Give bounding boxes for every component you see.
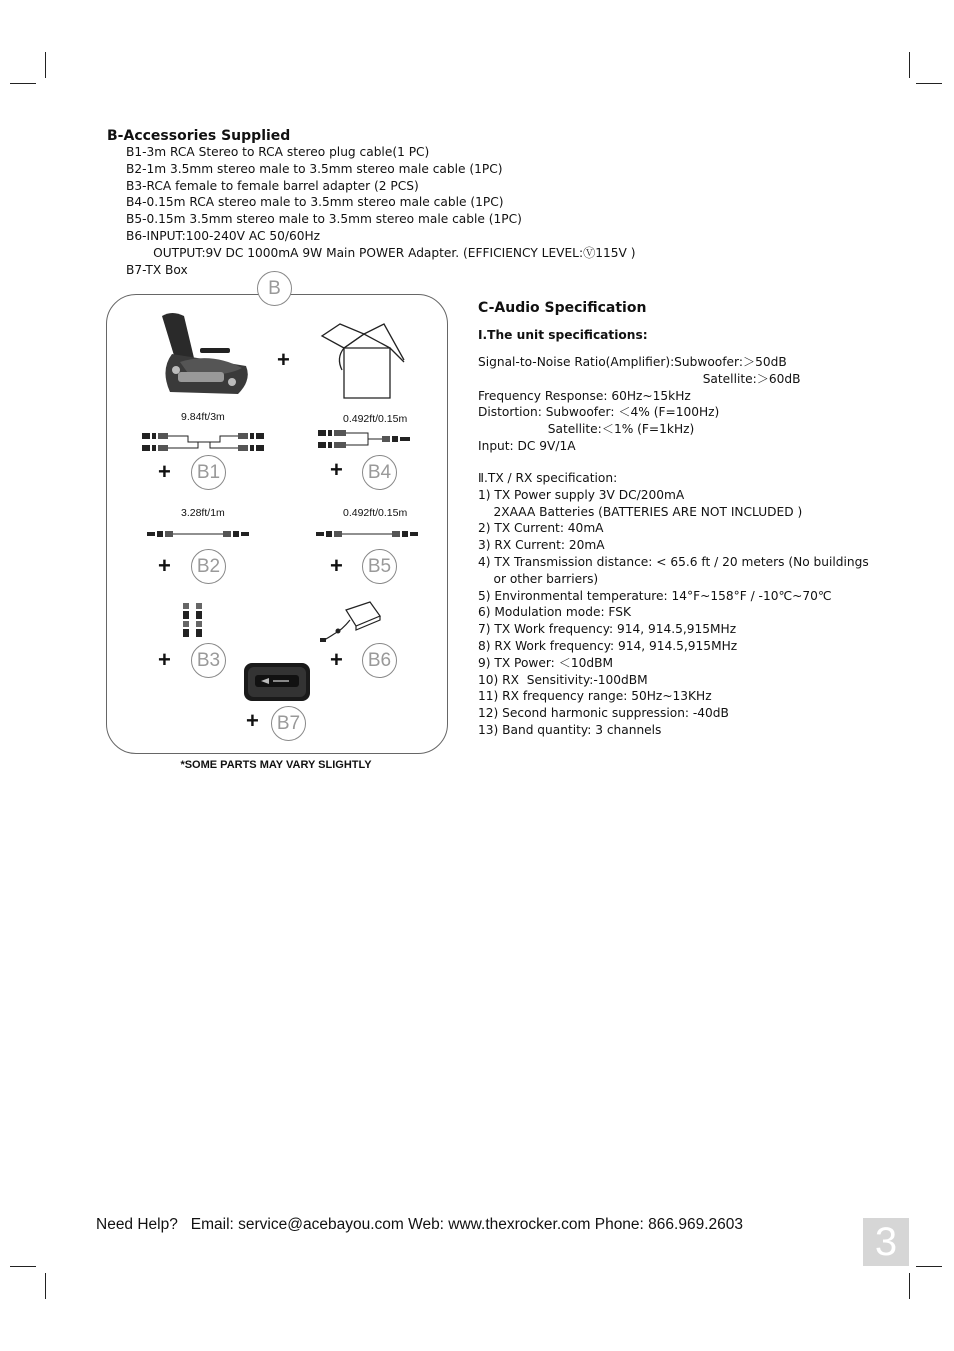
spec-line: 2XAAA Batteries (BATTERIES ARE NOT INCLUDED ) xyxy=(478,504,803,519)
plus-sign: + xyxy=(246,708,259,733)
parts-note: *SOME PARTS MAY VARY SLIGHTLY xyxy=(180,759,372,771)
label-b1: B1 xyxy=(191,455,226,490)
crop-mark xyxy=(909,1273,910,1299)
spec-line: 6) Modulation mode: FSK xyxy=(478,605,631,620)
crop-mark xyxy=(916,83,942,84)
spec-line: 4) TX Transmission distance: < 65.6 ft / 20 meters (No buildings xyxy=(478,554,869,569)
package-box-image xyxy=(318,322,408,400)
crop-mark xyxy=(10,83,36,84)
cable-length-b2: 3.28ft/1m xyxy=(181,507,225,519)
accessory-item: B2-1m 3.5mm stereo male to 3.5mm stereo male cable (1PC) xyxy=(126,161,503,176)
accessory-item: B6-INPUT:100-240V AC 50/60Hz xyxy=(126,228,321,243)
accessory-item: B3-RCA female to female barrel adapter (2 PCS) xyxy=(126,178,419,193)
rca-cable-b1-image xyxy=(138,430,270,454)
plus-sign: + xyxy=(330,553,343,578)
spec-line: 13) Band quantity: 3 channels xyxy=(478,722,662,737)
plus-sign: + xyxy=(330,457,343,482)
crop-mark xyxy=(909,52,910,78)
spec-line: 1) TX Power supply 3V DC/200mA xyxy=(478,487,685,502)
stereo-cable-b5-image xyxy=(314,527,420,541)
page-number: 3 xyxy=(863,1218,909,1266)
power-adapter-b6-image xyxy=(320,600,384,644)
spec-line: Signal-to-Noise Ratio(Amplifier):Subwoofer:＞50dB xyxy=(478,355,787,369)
gaming-chair-image xyxy=(150,310,260,402)
txrx-heading: Ⅱ.TX / RX specification: xyxy=(478,471,618,485)
unit-spec-heading: Ⅰ.The unit specifications: xyxy=(478,328,648,342)
accessories-list xyxy=(126,144,636,278)
crop-mark xyxy=(45,1273,46,1299)
crop-mark xyxy=(45,52,46,78)
accessories-title: B-Accessories Supplied xyxy=(107,128,291,144)
label-b5: B5 xyxy=(362,549,397,584)
spec-line: 7) TX Work frequency: 914, 914.5,915MHz xyxy=(478,622,737,637)
cable-length-b4: 0.492ft/0.15m xyxy=(343,413,408,425)
cable-length-b5: 0.492ft/0.15m xyxy=(343,507,408,519)
label-b7: B7 xyxy=(271,706,306,741)
cable-length-b1: 9.84ft/3m xyxy=(181,411,225,423)
spec-line: 11) RX frequency range: 50Hz~13KHz xyxy=(478,689,712,704)
spec-line: 12) Second harmonic suppression: -40dB xyxy=(478,706,729,721)
spec-line: 2) TX Current: 40mA xyxy=(478,521,604,536)
txrx-spec-list xyxy=(478,470,869,739)
help-contact-footer: Need Help? Email: service@acebayou.com Web: www.thexrocker.com Phone: 866.969.2603 xyxy=(96,1216,743,1233)
spec-line: 5) Environmental temperature: 14°F~158°F / -10℃~70℃ xyxy=(478,588,832,603)
accessory-item: B1-3m RCA Stereo to RCA stereo plug cable(1 PC) xyxy=(126,145,430,159)
plus-sign: + xyxy=(277,347,290,372)
audio-spec-title: C-Audio Specification xyxy=(478,300,647,316)
spec-line: Satellite:＞60dB xyxy=(478,371,801,386)
label-b4: B4 xyxy=(362,455,397,490)
crop-mark xyxy=(916,1266,942,1267)
spec-line: 8) RX Work frequency: 914, 914.5,915MHz xyxy=(478,638,738,653)
plus-sign: + xyxy=(158,553,171,578)
label-b2: B2 xyxy=(191,549,226,584)
crop-mark xyxy=(10,1266,36,1267)
plus-sign: + xyxy=(158,459,171,484)
unit-spec-list xyxy=(478,354,801,455)
label-b6: B6 xyxy=(362,643,397,678)
accessory-item: B4-0.15m RCA stereo male to 3.5mm stereo male cable (1PC) xyxy=(126,195,504,210)
accessory-item: OUTPUT:9V DC 1000mA 9W Main POWER Adapter. (EFFICIENCY LEVEL:Ⓥ115V ) xyxy=(126,245,636,260)
spec-line: Frequency Response: 60Hz~15kHz xyxy=(478,388,691,403)
barrel-adapter-b3-image xyxy=(181,603,207,637)
stereo-cable-b2-image xyxy=(145,527,251,541)
spec-line: Satellite:＜1% (F=1kHz) xyxy=(478,422,695,437)
plus-sign: + xyxy=(330,647,343,672)
label-b3: B3 xyxy=(191,643,226,678)
accessory-item: B7-TX Box xyxy=(126,262,188,277)
spec-line: or other barriers) xyxy=(478,571,599,586)
spec-line: Distortion: Subwoofer: ＜4% (F=100Hz) xyxy=(478,405,720,420)
spec-line: 9) TX Power: ＜10dBM xyxy=(478,655,613,670)
spec-line: 3) RX Current: 20mA xyxy=(478,538,605,553)
plus-sign: + xyxy=(158,647,171,672)
group-label-circle: B xyxy=(257,271,292,306)
accessory-item: B5-0.15m 3.5mm stereo male to 3.5mm stereo male cable (1PC) xyxy=(126,212,522,227)
tx-box-b7-image xyxy=(243,661,311,703)
rca-to-35mm-cable-b4-image xyxy=(316,428,416,450)
spec-line: 10) RX Sensitivity:-100dBM xyxy=(478,672,648,687)
spec-line: Input: DC 9V/1A xyxy=(478,438,576,453)
